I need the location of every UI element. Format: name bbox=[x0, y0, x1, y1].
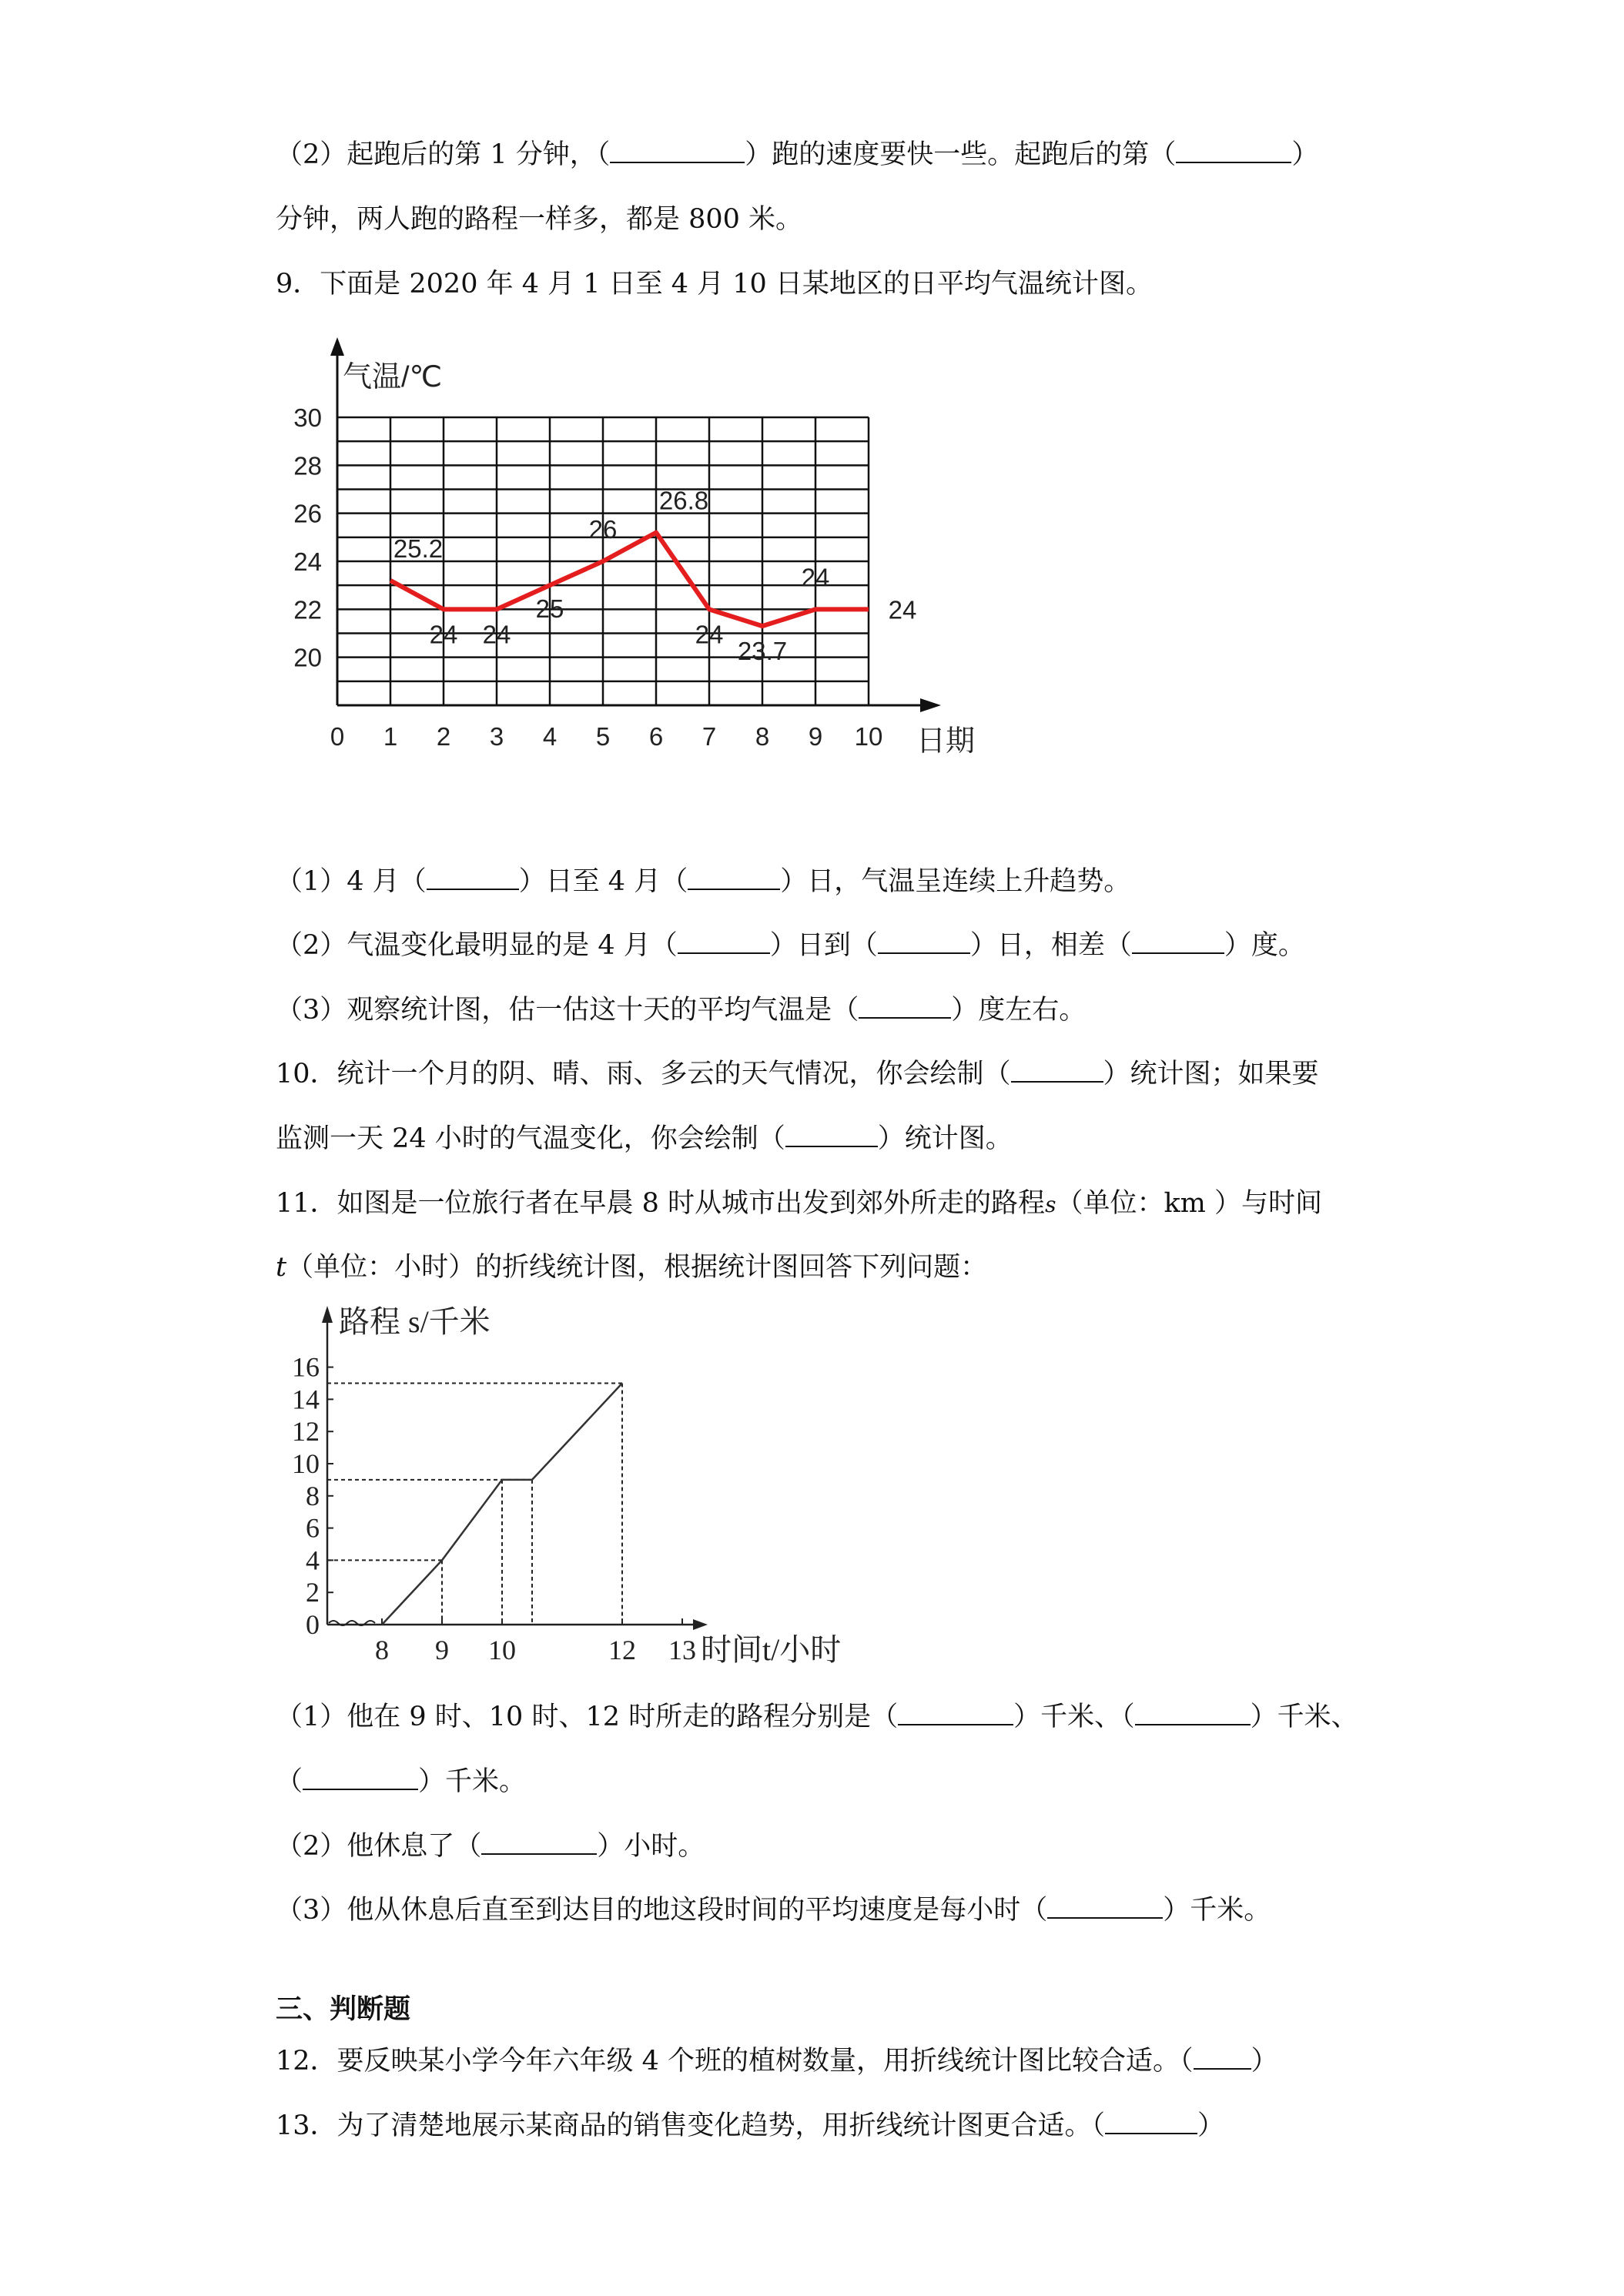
y-tick-label: 2 bbox=[306, 1577, 320, 1608]
chart-guide-lines bbox=[327, 1384, 622, 1625]
q11-stem-line1: 11．如图是一位旅行者在早晨 8 时从城市出发到郊外所走的路程s（单位：km ）与时间 bbox=[276, 1188, 1322, 1219]
x-tick-label: 6 bbox=[648, 722, 664, 751]
x-tick-label: 9 bbox=[435, 1635, 449, 1665]
q11-part1-line1: （1）他在 9 时、10 时、12 时所走的路程分别是（ ）千米、（ ）千米、 bbox=[276, 1698, 1358, 1736]
y-tick-label: 28 bbox=[293, 451, 322, 480]
x-tick-label: 8 bbox=[755, 722, 770, 751]
data-label: 24 bbox=[801, 563, 830, 592]
x-tick-label: 10 bbox=[488, 1635, 516, 1665]
x-tick-label: 1 bbox=[383, 722, 398, 751]
answer-blank[interactable] bbox=[610, 136, 745, 163]
chart-series bbox=[390, 533, 869, 627]
answer-blank[interactable] bbox=[1135, 1698, 1251, 1725]
y-tick-label: 16 bbox=[292, 1351, 320, 1383]
answer-blank[interactable] bbox=[859, 991, 951, 1019]
x-tick-label: 13 bbox=[668, 1635, 696, 1665]
section-title: 三、判断题 bbox=[276, 1993, 411, 2025]
y-tick-label: 0 bbox=[306, 1609, 320, 1640]
q11-part1-line2: （ ）千米。 bbox=[276, 1762, 526, 1801]
answer-blank[interactable] bbox=[878, 926, 970, 954]
chart-axes bbox=[330, 337, 941, 712]
answer-blank[interactable] bbox=[688, 862, 780, 890]
q9-part2: （2）气温变化最明显的是 4 月（ ）日到（ ）日，相差（ ）度。 bbox=[276, 926, 1305, 965]
y-axis-label: 气温/℃ bbox=[343, 361, 443, 393]
x-tick-label: 0 bbox=[330, 722, 345, 751]
data-label: 25 bbox=[535, 594, 564, 624]
x-axis-arrow bbox=[920, 698, 941, 712]
y-axis-arrow bbox=[322, 1306, 333, 1323]
y-tick-label: 20 bbox=[293, 643, 322, 672]
answer-blank[interactable] bbox=[1194, 2042, 1251, 2070]
q8-part2-line2: 分钟，两人跑的路程一样多，都是 800 米。 bbox=[276, 204, 803, 235]
q8-part2-line1: （2）起跑后的第 1 分钟，（ ）跑的速度要快一些。起跑后的第（ ） bbox=[276, 136, 1318, 174]
q13: 13．为了清楚地展示某商品的销售变化趋势，用折线统计图更合适。（ ） bbox=[276, 2107, 1224, 2145]
x-axis-label: 日期 bbox=[916, 725, 976, 758]
q12: 12．要反映某小学今年六年级 4 个班的植树数量，用折线统计图比较合适。（ ） bbox=[276, 2042, 1278, 2080]
y-tick-label: 22 bbox=[293, 595, 322, 624]
q9-stem: 9．下面是 2020 年 4 月 1 日至 4 月 10 日某地区的日平均气温统计图。 bbox=[276, 269, 1153, 300]
distance-time-line-chart bbox=[273, 1301, 889, 1686]
x-tick-label: 10 bbox=[854, 722, 883, 751]
chart-tick-labels bbox=[293, 403, 882, 751]
y-tick-label: 10 bbox=[292, 1448, 320, 1479]
answer-blank[interactable] bbox=[1105, 2107, 1197, 2134]
data-label: 26 bbox=[588, 515, 618, 544]
y-tick-label: 26 bbox=[293, 499, 322, 528]
answer-blank[interactable] bbox=[785, 1120, 878, 1147]
data-label: 24 bbox=[482, 620, 511, 649]
y-tick-label: 30 bbox=[293, 403, 322, 432]
q9-part3: （3）观察统计图，估一估这十天的平均气温是（ ）度左右。 bbox=[276, 991, 1086, 1029]
answer-blank[interactable] bbox=[1176, 136, 1291, 163]
y-tick-label: 8 bbox=[306, 1480, 320, 1511]
chart-tick-labels bbox=[292, 1352, 696, 1665]
answer-blank[interactable] bbox=[678, 926, 770, 954]
answer-blank[interactable] bbox=[427, 862, 519, 890]
x-tick-label: 2 bbox=[436, 722, 451, 751]
answer-blank[interactable] bbox=[898, 1698, 1013, 1725]
q11-part2: （2）他休息了（ ）小时。 bbox=[276, 1827, 705, 1866]
temperature-series-line bbox=[390, 533, 869, 627]
q9-part1: （1）4 月（ ）日至 4 月（ ）日，气温呈连续上升趋势。 bbox=[276, 862, 1130, 901]
y-axis-arrow bbox=[330, 337, 344, 356]
x-axis-label: 时间t/小时 bbox=[701, 1632, 842, 1667]
y-tick-label: 12 bbox=[292, 1416, 320, 1448]
temperature-line-chart bbox=[277, 331, 1009, 778]
answer-blank[interactable] bbox=[303, 1762, 418, 1790]
data-label: 23.7 bbox=[737, 637, 788, 666]
answer-blank[interactable] bbox=[1011, 1055, 1103, 1083]
chart-axes bbox=[322, 1306, 708, 1630]
answer-blank[interactable] bbox=[1132, 926, 1224, 954]
x-tick-label: 8 bbox=[375, 1635, 389, 1665]
q11-part3: （3）他从休息后直至到达目的地这段时间的平均速度是每小时（ ）千米。 bbox=[276, 1891, 1271, 1930]
x-tick-label: 5 bbox=[595, 722, 611, 751]
answer-blank[interactable] bbox=[481, 1827, 597, 1855]
q10-line1: 10．统计一个月的阴、晴、雨、多云的天气情况，你会绘制（ ）统计图；如果要 bbox=[276, 1055, 1319, 1093]
x-axis-arrow bbox=[693, 1619, 708, 1630]
y-tick-label: 14 bbox=[292, 1384, 320, 1415]
answer-blank[interactable] bbox=[1047, 1891, 1163, 1919]
data-label: 26.8 bbox=[658, 486, 709, 515]
x-tick-label: 12 bbox=[608, 1635, 636, 1665]
y-tick-label: 24 bbox=[293, 547, 322, 576]
q10-line2: 监测一天 24 小时的气温变化，你会绘制（ ）统计图。 bbox=[276, 1120, 1013, 1158]
x-tick-label: 4 bbox=[542, 722, 558, 751]
x-tick-label: 7 bbox=[702, 722, 717, 751]
y-tick-label: 6 bbox=[306, 1512, 320, 1544]
x-tick-label: 3 bbox=[489, 722, 504, 751]
y-axis-label: 路程 s/千米 bbox=[339, 1304, 491, 1339]
data-label: 24 bbox=[429, 620, 458, 649]
data-label: 24 bbox=[888, 595, 917, 624]
q11-stem-line2: t（单位：小时）的折线统计图，根据统计图回答下列问题： bbox=[276, 1252, 988, 1283]
data-label: 25.2 bbox=[393, 534, 444, 563]
y-tick-label: 4 bbox=[306, 1545, 320, 1576]
x-tick-label: 9 bbox=[808, 722, 823, 751]
data-label: 24 bbox=[695, 620, 724, 649]
